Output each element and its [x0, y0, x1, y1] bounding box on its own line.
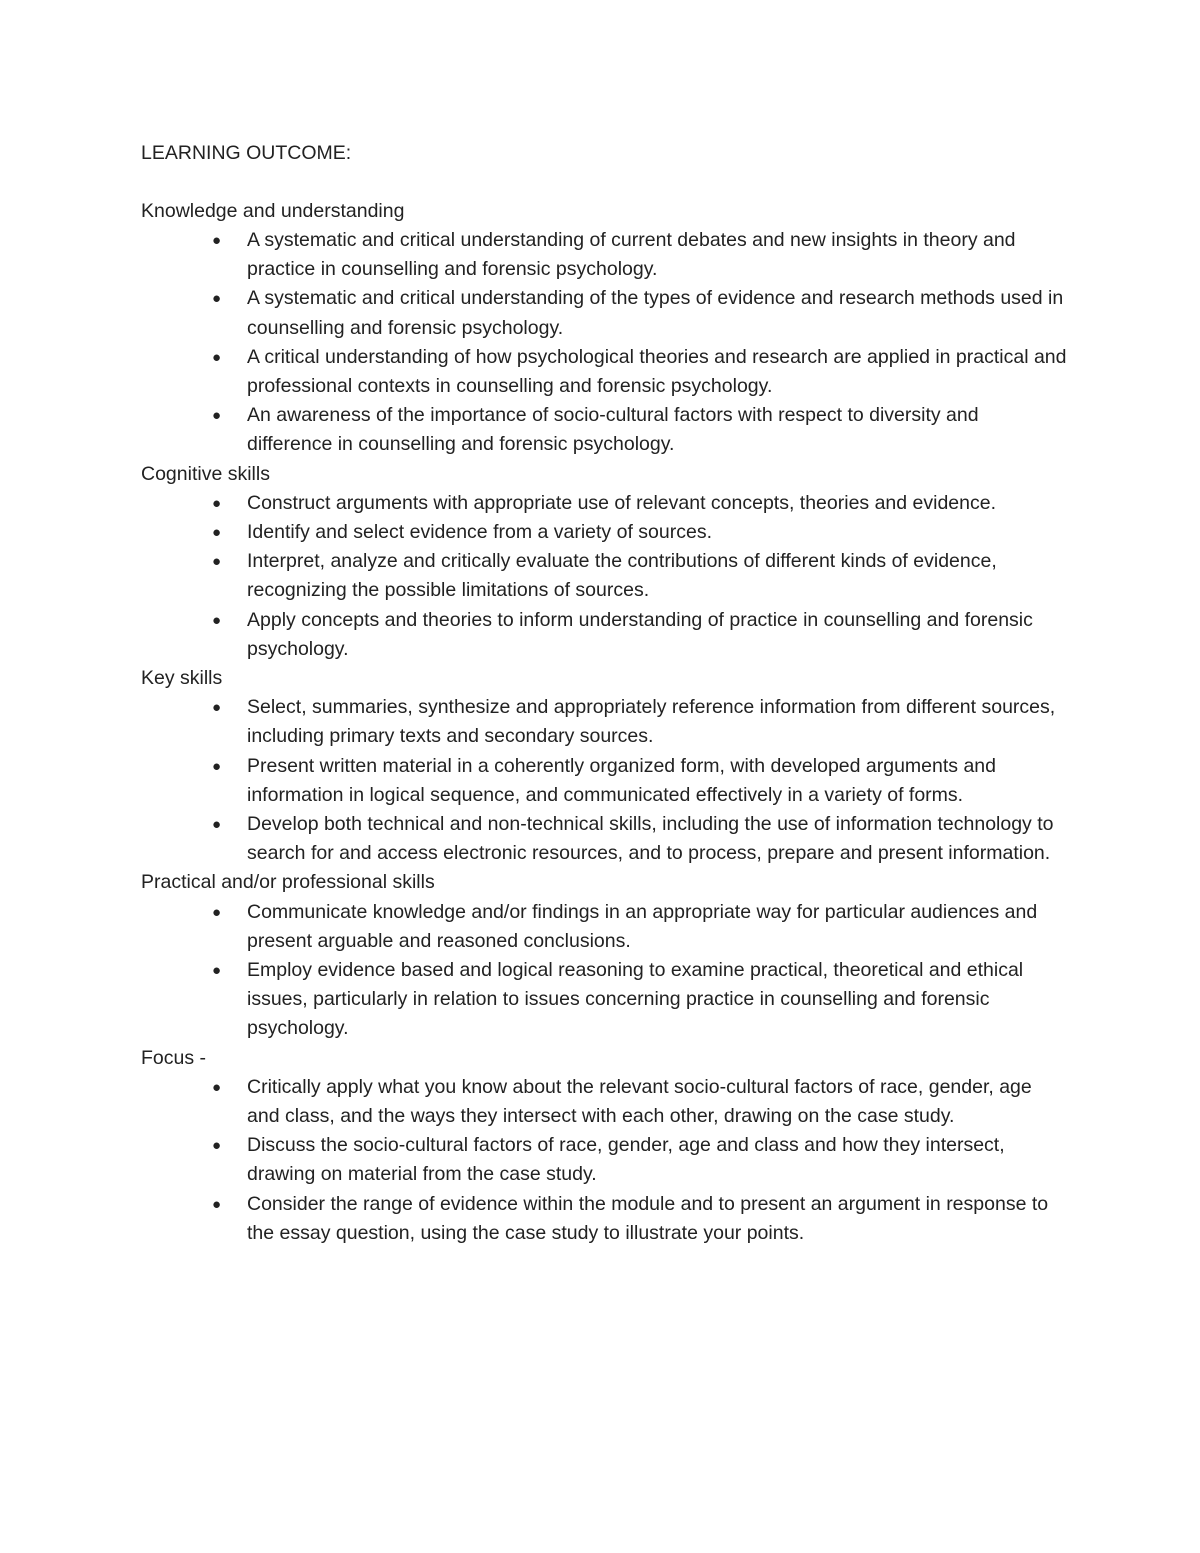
bullet-icon: ● [212, 1195, 222, 1213]
list-item-text: Present written material in a coherently organized form, with developed arguments and information in logical sequence, and communicated effectively in a variety of forms. [247, 754, 996, 806]
document-title: LEARNING OUTCOME: [141, 142, 352, 164]
list-item-text: Apply concepts and theories to inform understanding of practice in counselling and forensic psychology. [247, 608, 1033, 660]
list-item [141, 606, 1067, 664]
list-item [141, 752, 1067, 810]
list-item [141, 284, 1067, 342]
document-content [141, 139, 1081, 1248]
bullet-icon: ● [212, 553, 222, 571]
outcome-list-knowledge [141, 226, 1081, 460]
list-item [141, 489, 1067, 518]
list-item [141, 343, 1067, 401]
list-item-text: Identify and select evidence from a variety of sources. [247, 520, 712, 543]
list-item-text: Develop both technical and non-technical skills, including the use of information technology to search for and access electronic resources, and to process, prepare and present information. [247, 812, 1054, 865]
list-item [141, 518, 1067, 547]
list-item [141, 693, 1067, 751]
list-item-text: A systematic and critical understanding of current debates and new insights in theory and practice in counselling and forensic psychology. [247, 228, 1016, 281]
list-item [141, 226, 1067, 284]
bullet-icon: ● [212, 757, 222, 775]
list-item-text: An awareness of the importance of socio-cultural factors with respect to diversity and difference in counselling and forensic psychology. [247, 404, 979, 456]
outcome-list-cognitive [141, 489, 1081, 664]
list-item-text: A systematic and critical understanding of the types of evidence and research methods used in counselling and forensic psychology. [247, 287, 1064, 339]
list-item-text: Select, summaries, synthesize and appropriately reference information from different sources, including primary texts and secondary sources. [247, 696, 1056, 748]
outcome-list-practical [141, 898, 1081, 1044]
bullet-icon: ● [212, 961, 222, 979]
bullet-icon: ● [212, 1137, 222, 1155]
bullet-icon: ● [212, 494, 222, 512]
list-item-text: Communicate knowledge and/or findings in an appropriate way for particular audiences and present arguable and reasoned conclusions. [247, 900, 1038, 952]
bullet-icon: ● [212, 903, 222, 921]
bullet-icon: ● [212, 290, 222, 308]
bullet-icon: ● [212, 815, 222, 833]
list-item-text: Discuss the socio-cultural factors of race, gender, age and class and how they intersect, drawing on material from the case study. [247, 1134, 1005, 1186]
bullet-icon: ● [212, 699, 222, 717]
list-item [141, 1073, 1067, 1131]
bullet-icon: ● [212, 611, 222, 629]
list-item [141, 810, 1067, 868]
list-item [141, 1131, 1067, 1189]
list-item [141, 1190, 1067, 1248]
list-item-text: Construct arguments with appropriate use of relevant concepts, theories and evidence. [247, 491, 997, 514]
bullet-icon: ● [212, 407, 222, 425]
list-item-text: Consider the range of evidence within the module and to present an argument in response to the essay question, using the case study to illustrate your points. [247, 1192, 1049, 1244]
outcome-list-focus [141, 1073, 1081, 1248]
list-item-text: Critically apply what you know about the relevant socio-cultural factors of race, gender, age and class, and the ways they intersect with each other, drawing on the case study. [247, 1075, 1032, 1127]
list-item-text: Employ evidence based and logical reasoning to examine practical, theoretical and ethical issues, particularly in relation to issues concerning practice in counselling and forensic psychology. [247, 958, 1024, 1040]
bullet-icon: ● [212, 1078, 222, 1096]
section-heading-cognitive: Cognitive skills [141, 462, 270, 485]
list-item [141, 401, 1067, 459]
section-heading-focus: Focus - [141, 1046, 207, 1069]
section-heading-key-skills: Key skills [141, 666, 223, 689]
bullet-icon: ● [212, 231, 222, 249]
bullet-icon: ● [212, 348, 222, 366]
bullet-icon: ● [212, 523, 222, 541]
list-item [141, 547, 1067, 605]
list-item [141, 898, 1067, 956]
list-item-text: Interpret, analyze and critically evaluate the contributions of different kinds of evidence, recognizing the possible limitations of sources. [247, 550, 997, 602]
section-heading-practical: Practical and/or professional skills [141, 871, 435, 894]
outcome-list-key-skills [141, 693, 1081, 868]
list-item [141, 956, 1067, 1044]
section-heading-knowledge: Knowledge and understanding [141, 199, 405, 222]
title-spacer [141, 168, 1081, 197]
list-item-text: A critical understanding of how psychological theories and research are applied in practical and professional contexts in counselling and forensic psychology. [247, 345, 1067, 397]
